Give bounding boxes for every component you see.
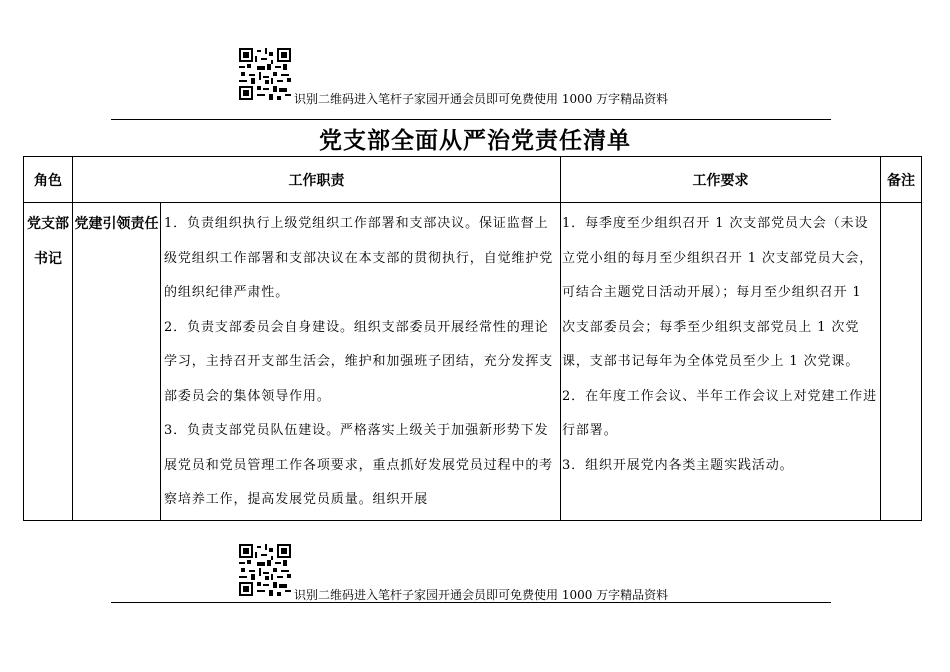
requirement-item: 1．每季度至少组织召开 1 次支部党员大会（未设立党小组的每月至少组织召开 1 次支部党员大会，可结合主题党日活动开展）；每月至少组织召开 1 次支部委员会；每季至少组织支部党员上 1 次党课，支部书记每年为全体党员至少上 1 次党课。 xyxy=(562,216,874,369)
header-role: 角色 xyxy=(24,157,73,203)
qr-code-icon xyxy=(239,544,291,596)
header-divider xyxy=(111,119,831,120)
duty-item: 3．负责支部党员队伍建设。严格落实上级关于加强新形势下发展党员和党员管理工作各项要求，重点抓好发展党员过程中的考察培养工作，提高发展党员质量。组织开展 xyxy=(164,423,554,507)
requirement-item: 3．组织开展党内各类主题实践活动。 xyxy=(562,457,794,473)
role-label: 党支部书记 xyxy=(27,216,69,267)
role-cell xyxy=(24,203,73,521)
duties-cell xyxy=(161,203,561,521)
header-notes: 备注 xyxy=(881,157,922,203)
qr-code-icon xyxy=(239,48,291,100)
duty-item: 2．负责支部委员会自身建设。组织支部委员开展经常性的理论学习，主持召开支部生活会，维护和加强班子团结，充分发挥支部委员会的集体领导作用。 xyxy=(164,319,554,404)
table-row xyxy=(24,203,922,521)
category-label: 党建引领责任 xyxy=(74,216,159,232)
table-header-row xyxy=(24,157,922,203)
responsibility-table xyxy=(23,156,922,521)
requirements-cell xyxy=(561,203,881,521)
qr-caption: 识别二维码进入笔杆子家园开通会员即可免费使用 1000 万字精品资料 xyxy=(294,588,669,602)
header-duties: 工作职责 xyxy=(73,157,561,203)
footer-divider xyxy=(111,602,831,603)
requirement-item: 2．在年度工作会议、半年工作会议上对党建工作进行部署。 xyxy=(562,388,877,438)
qr-caption: 识别二维码进入笔杆子家园开通会员即可免费使用 1000 万字精品资料 xyxy=(294,92,669,106)
duty-item: 1．负责组织执行上级党组织工作部署和支部决议。保证监督上级党组织工作部署和支部决议在本支部的贯彻执行，自觉维护党的组织纪律严肃性。 xyxy=(164,216,554,300)
header-requirements: 工作要求 xyxy=(561,157,881,203)
notes-cell xyxy=(881,203,922,521)
page-title: 党支部全面从严治党责任清单 xyxy=(319,127,631,154)
category-cell xyxy=(73,203,161,521)
notes-text xyxy=(881,203,921,207)
